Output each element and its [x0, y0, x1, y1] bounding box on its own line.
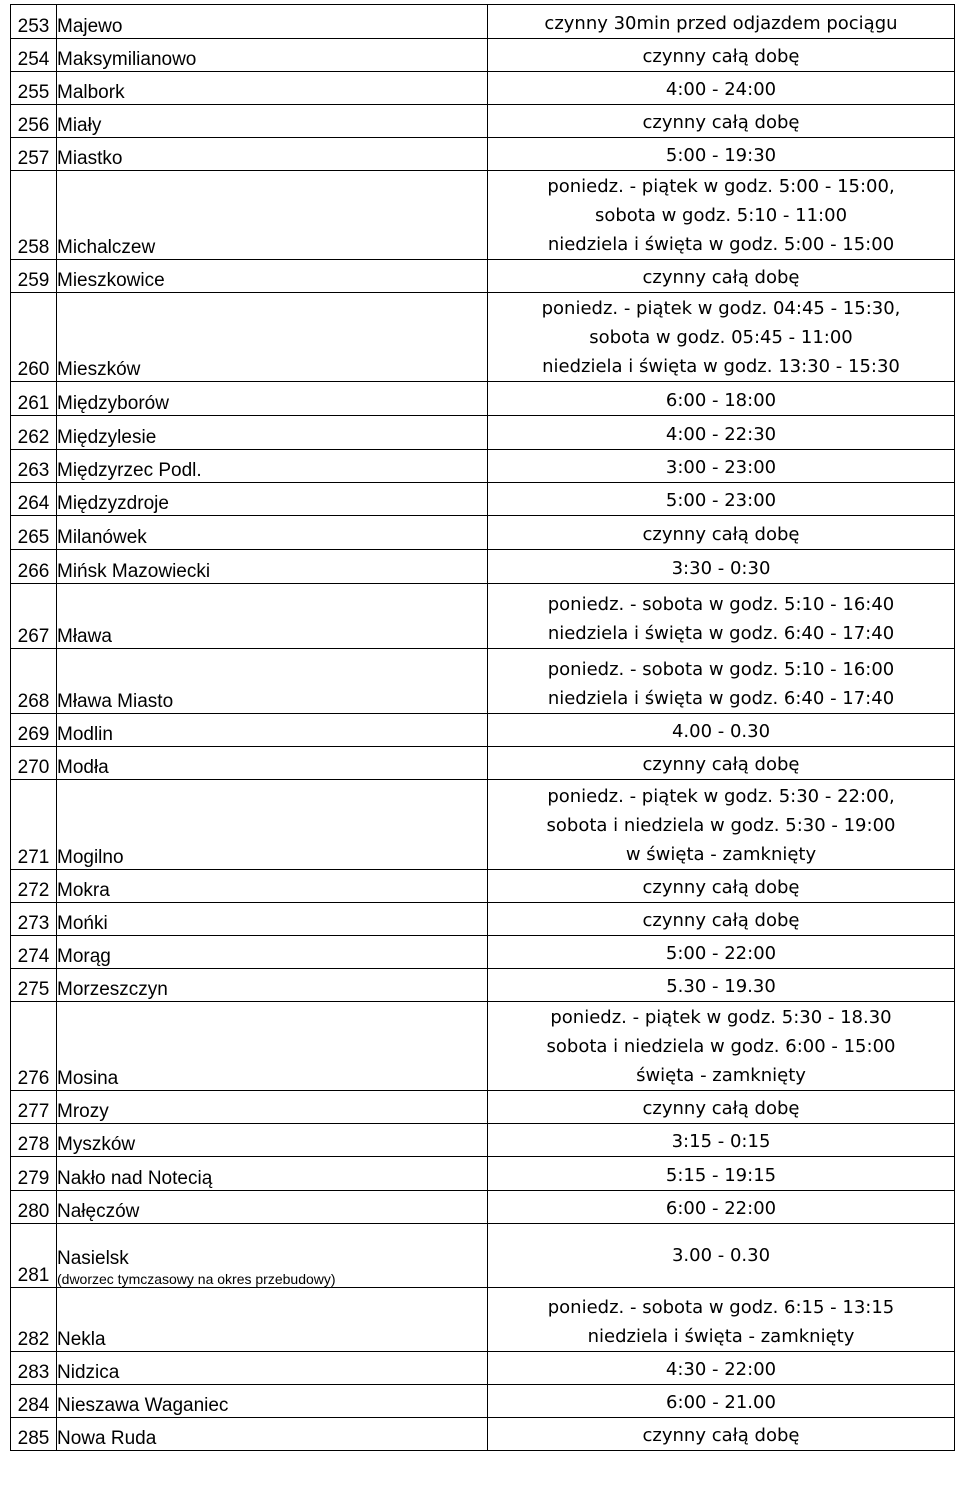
opening-hours-line: święta - zamknięty — [636, 1065, 806, 1086]
opening-hours-line: 5.30 - 19.30 — [666, 976, 776, 997]
opening-hours — [488, 293, 955, 382]
opening-hours-line: czynny całą dobę — [642, 1098, 800, 1119]
opening-hours — [488, 516, 955, 550]
station-name: Mieszków — [57, 359, 141, 381]
opening-hours — [488, 1124, 955, 1157]
table-row — [11, 5, 955, 39]
opening-hours-line: 5:00 - 19:30 — [665, 145, 777, 166]
station-name-cell — [57, 516, 488, 550]
station-name: Michalczew — [57, 237, 156, 259]
station-name-cell — [57, 5, 488, 39]
station-name: Maksymilianowo — [57, 49, 197, 71]
opening-hours — [488, 649, 955, 714]
table-row — [11, 138, 955, 171]
opening-hours-line: poniedz. - sobota w godz. 6:15 - 13:15 — [547, 1297, 895, 1318]
station-name: Mrozy — [57, 1101, 109, 1123]
table-row — [11, 1352, 955, 1385]
opening-hours — [488, 550, 955, 584]
opening-hours-line: sobota w godz. 5:10 - 11:00 — [594, 205, 848, 226]
station-number: 273 — [11, 903, 57, 936]
opening-hours-line: sobota i niedziela w godz. 5:30 - 19:00 — [546, 815, 896, 836]
opening-hours — [488, 1191, 955, 1224]
station-name: Mońki — [57, 913, 108, 935]
station-number: 277 — [11, 1091, 57, 1124]
table-row — [11, 936, 955, 969]
opening-hours — [488, 1418, 955, 1451]
station-name-cell — [57, 260, 488, 293]
station-name: Mława Miasto — [57, 691, 174, 713]
station-name-cell — [57, 1418, 488, 1451]
station-name-cell — [57, 416, 488, 450]
station-name: Miastko — [57, 148, 123, 170]
opening-hours — [488, 39, 955, 72]
station-name-cell — [57, 969, 488, 1002]
opening-hours-line: 4:00 - 24:00 — [665, 79, 777, 100]
station-name: Mława — [57, 626, 112, 648]
station-name-cell — [57, 1288, 488, 1352]
station-name-note: (dworzec tymczasowy na okres przebudowy) — [57, 1270, 336, 1287]
station-name-cell — [57, 293, 488, 382]
opening-hours-line: czynny całą dobę — [642, 877, 800, 898]
opening-hours-line: 4:30 - 22:00 — [665, 1359, 777, 1380]
station-name: Morzeszczyn — [57, 979, 168, 1001]
station-number: 265 — [11, 516, 57, 550]
station-number: 279 — [11, 1157, 57, 1191]
station-name: Majewo — [57, 16, 123, 38]
station-name-cell — [57, 1002, 488, 1091]
station-number: 278 — [11, 1124, 57, 1157]
station-name-cell — [57, 105, 488, 138]
station-name-cell — [57, 936, 488, 969]
station-number: 280 — [11, 1191, 57, 1224]
table-row — [11, 1224, 955, 1288]
station-name: Modła — [57, 757, 109, 779]
table-row — [11, 1385, 955, 1418]
station-number: 271 — [11, 780, 57, 870]
station-name: Międzyrzec Podl. — [57, 460, 202, 482]
opening-hours — [488, 1352, 955, 1385]
station-name-cell — [57, 870, 488, 903]
opening-hours — [488, 105, 955, 138]
station-name: Nieszawa Waganiec — [57, 1395, 229, 1417]
opening-hours — [488, 72, 955, 105]
opening-hours-line: 6:00 - 18:00 — [665, 390, 777, 411]
station-name-cell — [57, 1091, 488, 1124]
station-name-cell — [57, 382, 488, 416]
table-row — [11, 260, 955, 293]
station-number: 270 — [11, 747, 57, 780]
opening-hours-line: poniedz. - piątek w godz. 5:30 - 18.30 — [550, 1007, 892, 1028]
opening-hours — [488, 1224, 955, 1288]
table-row — [11, 416, 955, 450]
station-name: Nidzica — [57, 1362, 120, 1384]
opening-hours-line: poniedz. - sobota w godz. 5:10 - 16:00 — [547, 659, 895, 680]
station-name-cell — [57, 483, 488, 516]
table-row — [11, 1157, 955, 1191]
opening-hours — [488, 903, 955, 936]
station-name-cell — [57, 39, 488, 72]
table-row — [11, 1191, 955, 1224]
station-name: Nakło nad Notecią — [57, 1168, 213, 1190]
station-number: 255 — [11, 72, 57, 105]
opening-hours — [488, 1002, 955, 1091]
station-name-cell — [57, 649, 488, 714]
station-name: Miały — [57, 115, 102, 137]
station-number: 253 — [11, 5, 57, 39]
opening-hours-line: 5:00 - 23:00 — [665, 490, 777, 511]
station-number: 272 — [11, 870, 57, 903]
station-name: Myszków — [57, 1134, 136, 1156]
table-row — [11, 382, 955, 416]
station-number: 267 — [11, 584, 57, 649]
station-name: Mińsk Mazowiecki — [57, 561, 211, 583]
opening-hours-line: 3:15 - 0:15 — [671, 1131, 771, 1152]
table-row — [11, 39, 955, 72]
opening-hours — [488, 969, 955, 1002]
table-row — [11, 1418, 955, 1451]
table-row — [11, 171, 955, 260]
station-number: 283 — [11, 1352, 57, 1385]
opening-hours — [488, 260, 955, 293]
table-row — [11, 516, 955, 550]
station-hours-table — [10, 4, 955, 1451]
station-number: 284 — [11, 1385, 57, 1418]
station-number: 254 — [11, 39, 57, 72]
table-row — [11, 780, 955, 870]
opening-hours-line: czynny całą dobę — [642, 910, 800, 931]
station-name: Mosina — [57, 1068, 119, 1090]
table-row — [11, 1124, 955, 1157]
opening-hours — [488, 1288, 955, 1352]
station-name: Mokra — [57, 880, 110, 902]
opening-hours — [488, 870, 955, 903]
opening-hours-line: niedziela i święta w godz. 6:40 - 17:40 — [547, 688, 895, 709]
opening-hours-line: 4:00 - 22:30 — [665, 424, 777, 445]
opening-hours — [488, 171, 955, 260]
table-row — [11, 714, 955, 747]
opening-hours-line: czynny całą dobę — [642, 46, 800, 67]
station-name-cell — [57, 171, 488, 260]
opening-hours-line: sobota i niedziela w godz. 6:00 - 15:00 — [546, 1036, 896, 1057]
station-number: 266 — [11, 550, 57, 584]
station-name: Morąg — [57, 946, 111, 968]
station-number: 263 — [11, 450, 57, 483]
table-row — [11, 584, 955, 649]
opening-hours-line: sobota w godz. 05:45 - 11:00 — [589, 327, 853, 348]
station-number: 257 — [11, 138, 57, 171]
station-name-cell — [57, 1191, 488, 1224]
station-number: 282 — [11, 1288, 57, 1352]
opening-hours-line: 5:15 - 19:15 — [665, 1165, 777, 1186]
station-name: Modlin — [57, 724, 113, 746]
station-name: Milanówek — [57, 527, 147, 549]
opening-hours-line: 3:00 - 23:00 — [665, 457, 777, 478]
station-name-cell — [57, 780, 488, 870]
table-row — [11, 969, 955, 1002]
opening-hours-line: czynny całą dobę — [642, 524, 800, 545]
station-name: Nekla — [57, 1329, 106, 1351]
opening-hours-line: 3.00 - 0.30 — [671, 1245, 771, 1266]
table-row — [11, 870, 955, 903]
table-row — [11, 1002, 955, 1091]
station-name: Mogilno — [57, 847, 124, 869]
station-name-cell — [57, 714, 488, 747]
station-number: 258 — [11, 171, 57, 260]
station-number: 274 — [11, 936, 57, 969]
opening-hours-line: 5:00 - 22:00 — [665, 943, 777, 964]
opening-hours-line: poniedz. - piątek w godz. 5:00 - 15:00, — [547, 176, 895, 197]
station-name: Międzyzdroje — [57, 493, 169, 515]
station-name: Malbork — [57, 82, 125, 104]
station-number: 285 — [11, 1418, 57, 1451]
opening-hours — [488, 1385, 955, 1418]
station-name-cell — [57, 1157, 488, 1191]
station-name: Nowa Ruda — [57, 1428, 157, 1450]
opening-hours — [488, 714, 955, 747]
table-row — [11, 903, 955, 936]
opening-hours — [488, 936, 955, 969]
station-number: 259 — [11, 260, 57, 293]
station-number: 262 — [11, 416, 57, 450]
table-row — [11, 550, 955, 584]
table-row — [11, 483, 955, 516]
opening-hours-line: czynny całą dobę — [642, 1425, 800, 1446]
opening-hours — [488, 138, 955, 171]
station-name-cell — [57, 903, 488, 936]
table-row — [11, 450, 955, 483]
opening-hours — [488, 483, 955, 516]
opening-hours — [488, 1157, 955, 1191]
station-name: Nałęczów — [57, 1201, 140, 1223]
station-number: 275 — [11, 969, 57, 1002]
opening-hours-line: czynny całą dobę — [642, 267, 800, 288]
station-number: 261 — [11, 382, 57, 416]
opening-hours — [488, 1091, 955, 1124]
station-number: 269 — [11, 714, 57, 747]
opening-hours — [488, 780, 955, 870]
station-name: Międzylesie — [57, 427, 157, 449]
station-name-cell — [57, 1352, 488, 1385]
opening-hours-line: 3:30 - 0:30 — [671, 558, 771, 579]
opening-hours-line: niedziela i święta w godz. 5:00 - 15:00 — [547, 234, 895, 255]
station-name-cell — [57, 550, 488, 584]
opening-hours — [488, 747, 955, 780]
opening-hours-line: w święta - zamknięty — [625, 844, 817, 865]
station-number: 256 — [11, 105, 57, 138]
station-name: Międzyborów — [57, 393, 169, 415]
opening-hours-line: poniedz. - piątek w godz. 04:45 - 15:30, — [541, 298, 901, 319]
opening-hours — [488, 416, 955, 450]
table-row — [11, 1288, 955, 1352]
station-name-cell — [57, 72, 488, 105]
station-number: 268 — [11, 649, 57, 714]
table-row — [11, 747, 955, 780]
table-row — [11, 1091, 955, 1124]
station-name-cell — [57, 747, 488, 780]
opening-hours — [488, 382, 955, 416]
opening-hours-line: poniedz. - piątek w godz. 5:30 - 22:00, — [547, 786, 895, 807]
table-row — [11, 105, 955, 138]
opening-hours-line: 6:00 - 21.00 — [666, 1392, 776, 1413]
opening-hours-line: niedziela i święta w godz. 6:40 - 17:40 — [547, 623, 895, 644]
station-name: Mieszkowice — [57, 270, 165, 292]
opening-hours-line: 6:00 - 22:00 — [665, 1198, 777, 1219]
opening-hours-line: niedziela i święta w godz. 13:30 - 15:30 — [542, 356, 900, 377]
table-row — [11, 649, 955, 714]
opening-hours — [488, 584, 955, 649]
station-number: 260 — [11, 293, 57, 382]
opening-hours — [488, 450, 955, 483]
opening-hours-line: 4.00 - 0.30 — [671, 721, 771, 742]
station-name-cell — [57, 138, 488, 171]
opening-hours-line: czynny całą dobę — [642, 112, 800, 133]
table-row — [11, 293, 955, 382]
station-name: Nasielsk — [57, 1247, 129, 1269]
station-number: 264 — [11, 483, 57, 516]
station-number: 276 — [11, 1002, 57, 1091]
opening-hours — [488, 5, 955, 39]
station-name-cell — [57, 1224, 488, 1288]
station-name-cell — [57, 1124, 488, 1157]
table-row — [11, 72, 955, 105]
opening-hours-line: niedziela i święta - zamknięty — [587, 1326, 855, 1347]
opening-hours-line: poniedz. - sobota w godz. 5:10 - 16:40 — [547, 594, 895, 615]
station-number: 281 — [11, 1224, 57, 1288]
station-name-cell — [57, 1385, 488, 1418]
opening-hours-line: czynny 30min przed odjazdem pociągu — [544, 13, 898, 34]
station-name-cell — [57, 584, 488, 649]
opening-hours-line: czynny całą dobę — [642, 754, 800, 775]
station-name-cell — [57, 450, 488, 483]
